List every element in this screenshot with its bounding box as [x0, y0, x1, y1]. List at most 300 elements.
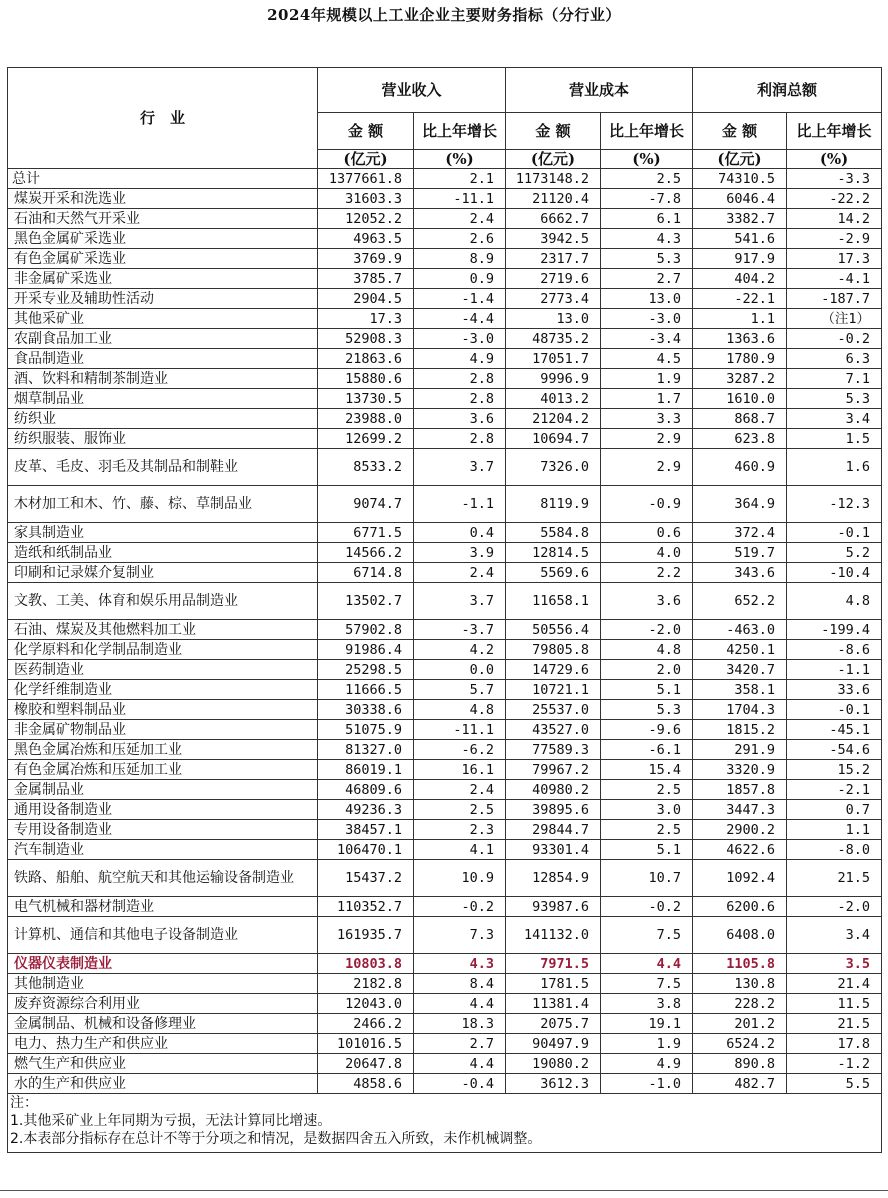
value-cell-cost: 13.0	[506, 309, 601, 329]
value-cell-cost-g: 2.5	[601, 780, 693, 800]
value-cell-cost-g: 4.4	[601, 954, 693, 974]
table-row	[8, 229, 882, 249]
table-row	[8, 1014, 882, 1034]
value-cell-rev-g: 4.1	[414, 840, 506, 860]
value-cell-rev: 13502.7	[318, 583, 414, 620]
table-row	[8, 1074, 882, 1094]
value-cell-rev: 81327.0	[318, 740, 414, 760]
industry-name-cell: 医药制造业	[8, 660, 318, 680]
value-cell-profit: 3287.2	[693, 369, 787, 389]
value-cell-rev-g: 2.4	[414, 780, 506, 800]
value-cell-cost-g: 1.9	[601, 1034, 693, 1054]
value-cell-cost: 4013.2	[506, 389, 601, 409]
industry-name-cell: 金属制品、机械和设备修理业	[8, 1014, 318, 1034]
industry-name-cell: 废弃资源综合利用业	[8, 994, 318, 1014]
value-cell-rev-g: 4.3	[414, 954, 506, 974]
value-cell-rev-g: 2.5	[414, 800, 506, 820]
industry-name-cell: 化学纤维制造业	[8, 680, 318, 700]
value-cell-profit: 460.9	[693, 449, 787, 486]
unit-growth: (%)	[601, 150, 693, 169]
header-growth: 比上年增长	[414, 113, 506, 150]
industry-name-cell: 石油和天然气开采业	[8, 209, 318, 229]
value-cell-profit: 917.9	[693, 249, 787, 269]
value-cell-profit: 1610.0	[693, 389, 787, 409]
value-cell-cost-g: 3.3	[601, 409, 693, 429]
table-row	[8, 563, 882, 583]
table-row	[8, 740, 882, 760]
table-row	[8, 860, 882, 897]
value-cell-cost: 2317.7	[506, 249, 601, 269]
value-cell-profit-g: 5.5	[787, 1074, 882, 1094]
value-cell-rev-g: 0.4	[414, 523, 506, 543]
value-cell-rev-g: 3.6	[414, 409, 506, 429]
value-cell-profit-g: 5.3	[787, 389, 882, 409]
industry-name-cell: 黑色金属冶炼和压延加工业	[8, 740, 318, 760]
value-cell-cost: 19080.2	[506, 1054, 601, 1074]
value-cell-profit-g: -3.3	[787, 169, 882, 189]
industry-name-cell: 非金属矿采选业	[8, 269, 318, 289]
value-cell-rev-g: 2.8	[414, 369, 506, 389]
value-cell-profit: 519.7	[693, 543, 787, 563]
value-cell-rev: 57902.8	[318, 620, 414, 640]
value-cell-cost-g: -0.2	[601, 897, 693, 917]
value-cell-cost: 39895.6	[506, 800, 601, 820]
value-cell-rev: 6714.8	[318, 563, 414, 583]
value-cell-profit: 1.1	[693, 309, 787, 329]
value-cell-cost: 7326.0	[506, 449, 601, 486]
value-cell-rev: 51075.9	[318, 720, 414, 740]
header-amount: 金 额	[693, 113, 787, 150]
table-row	[8, 449, 882, 486]
value-cell-cost-g: 2.9	[601, 429, 693, 449]
table-row	[8, 329, 882, 349]
value-cell-rev: 9074.7	[318, 486, 414, 523]
industry-name-cell: 有色金属冶炼和压延加工业	[8, 760, 318, 780]
value-cell-cost-g: 15.4	[601, 760, 693, 780]
value-cell-profit-g: 11.5	[787, 994, 882, 1014]
value-cell-cost: 77589.3	[506, 740, 601, 760]
value-cell-rev-g: 2.8	[414, 389, 506, 409]
value-cell-profit-g: 0.7	[787, 800, 882, 820]
value-cell-cost-g: 2.5	[601, 169, 693, 189]
value-cell-cost: 48735.2	[506, 329, 601, 349]
value-cell-cost: 5569.6	[506, 563, 601, 583]
value-cell-rev-g: 3.7	[414, 583, 506, 620]
value-cell-cost: 43527.0	[506, 720, 601, 740]
value-cell-rev: 2466.2	[318, 1014, 414, 1034]
value-cell-cost-g: 2.9	[601, 449, 693, 486]
value-cell-profit: 541.6	[693, 229, 787, 249]
value-cell-cost: 21120.4	[506, 189, 601, 209]
table-row	[8, 429, 882, 449]
value-cell-rev: 14566.2	[318, 543, 414, 563]
value-cell-profit: 74310.5	[693, 169, 787, 189]
industry-name-cell: 煤炭开采和洗选业	[8, 189, 318, 209]
value-cell-rev: 30338.6	[318, 700, 414, 720]
unit-growth: (%)	[414, 150, 506, 169]
value-cell-profit-g: 6.3	[787, 349, 882, 369]
table-row	[8, 620, 882, 640]
value-cell-profit-g: 14.2	[787, 209, 882, 229]
industry-name-cell: 橡胶和塑料制品业	[8, 700, 318, 720]
table-row	[8, 760, 882, 780]
table-row	[8, 369, 882, 389]
value-cell-rev-g: 2.3	[414, 820, 506, 840]
value-cell-rev-g: 4.9	[414, 349, 506, 369]
value-cell-cost-g: -3.0	[601, 309, 693, 329]
value-cell-cost-g: 1.9	[601, 369, 693, 389]
value-cell-rev: 8533.2	[318, 449, 414, 486]
header-cost: 营业成本	[506, 68, 693, 113]
value-cell-profit: 3382.7	[693, 209, 787, 229]
value-cell-profit-g: 1.5	[787, 429, 882, 449]
value-cell-profit: 868.7	[693, 409, 787, 429]
table-row	[8, 640, 882, 660]
value-cell-cost-g: 4.0	[601, 543, 693, 563]
value-cell-rev: 4858.6	[318, 1074, 414, 1094]
value-cell-profit-g: 4.8	[787, 583, 882, 620]
value-cell-rev-g: -6.2	[414, 740, 506, 760]
value-cell-rev: 13730.5	[318, 389, 414, 409]
value-cell-rev: 10803.8	[318, 954, 414, 974]
value-cell-rev: 15880.6	[318, 369, 414, 389]
financial-indicators-table	[7, 67, 882, 1153]
table-row	[8, 583, 882, 620]
value-cell-cost: 11658.1	[506, 583, 601, 620]
industry-name-cell: 化学原料和化学制品制造业	[8, 640, 318, 660]
value-cell-rev-g: 0.9	[414, 269, 506, 289]
value-cell-cost-g: 2.7	[601, 269, 693, 289]
value-cell-profit: 2900.2	[693, 820, 787, 840]
header-industry: 行 业	[8, 68, 318, 169]
value-cell-rev: 12043.0	[318, 994, 414, 1014]
value-cell-rev-g: 4.8	[414, 700, 506, 720]
value-cell-cost: 79967.2	[506, 760, 601, 780]
value-cell-cost-g: 4.3	[601, 229, 693, 249]
table-row	[8, 954, 882, 974]
industry-name-cell: 开采专业及辅助性活动	[8, 289, 318, 309]
value-cell-profit: 3420.7	[693, 660, 787, 680]
industry-name-cell: 烟草制品业	[8, 389, 318, 409]
table-row	[8, 800, 882, 820]
value-cell-cost: 3942.5	[506, 229, 601, 249]
value-cell-cost-g: 1.7	[601, 389, 693, 409]
unit-growth: (%)	[787, 150, 882, 169]
value-cell-profit-g: 21.4	[787, 974, 882, 994]
value-cell-profit-g: 21.5	[787, 1014, 882, 1034]
value-cell-profit: 228.2	[693, 994, 787, 1014]
industry-name-cell: 计算机、通信和其他电子设备制造业	[8, 917, 318, 954]
table-row	[8, 409, 882, 429]
value-cell-rev-g: -11.1	[414, 720, 506, 740]
value-cell-profit-g: -1.1	[787, 660, 882, 680]
value-cell-rev: 110352.7	[318, 897, 414, 917]
value-cell-profit-g: -0.2	[787, 329, 882, 349]
value-cell-profit-g: -0.1	[787, 523, 882, 543]
value-cell-rev: 161935.7	[318, 917, 414, 954]
value-cell-cost-g: 3.8	[601, 994, 693, 1014]
value-cell-profit-g: -8.6	[787, 640, 882, 660]
value-cell-profit: 1780.9	[693, 349, 787, 369]
table-row	[8, 249, 882, 269]
unit-amount: (亿元)	[318, 150, 414, 169]
value-cell-profit-g: 33.6	[787, 680, 882, 700]
table-row	[8, 1034, 882, 1054]
value-cell-rev: 17.3	[318, 309, 414, 329]
table-row	[8, 700, 882, 720]
value-cell-profit: 343.6	[693, 563, 787, 583]
header-amount: 金 额	[318, 113, 414, 150]
table-row	[8, 680, 882, 700]
value-cell-cost: 25537.0	[506, 700, 601, 720]
value-cell-profit-g: -10.4	[787, 563, 882, 583]
value-cell-rev: 4963.5	[318, 229, 414, 249]
industry-name-cell: 水的生产和供应业	[8, 1074, 318, 1094]
value-cell-rev: 12052.2	[318, 209, 414, 229]
value-cell-cost: 141132.0	[506, 917, 601, 954]
industry-name-cell: 纺织业	[8, 409, 318, 429]
value-cell-cost-g: 19.1	[601, 1014, 693, 1034]
table-row	[8, 1054, 882, 1074]
value-cell-profit: 1815.2	[693, 720, 787, 740]
table-body	[8, 169, 882, 1094]
value-cell-cost: 50556.4	[506, 620, 601, 640]
value-cell-cost-g: 6.1	[601, 209, 693, 229]
value-cell-rev: 3769.9	[318, 249, 414, 269]
value-cell-rev-g: 18.3	[414, 1014, 506, 1034]
value-cell-cost: 90497.9	[506, 1034, 601, 1054]
value-cell-rev-g: 2.8	[414, 429, 506, 449]
value-cell-rev: 1377661.8	[318, 169, 414, 189]
table-row	[8, 169, 882, 189]
table-row	[8, 543, 882, 563]
value-cell-profit: -463.0	[693, 620, 787, 640]
table-row	[8, 269, 882, 289]
value-cell-cost-g: -0.9	[601, 486, 693, 523]
notes-label: 注：	[10, 1095, 38, 1111]
table-row	[8, 209, 882, 229]
value-cell-profit-g: 3.5	[787, 954, 882, 974]
value-cell-profit: 890.8	[693, 1054, 787, 1074]
industry-name-cell: 农副食品加工业	[8, 329, 318, 349]
value-cell-profit-g: -2.9	[787, 229, 882, 249]
value-cell-profit-g: 21.5	[787, 860, 882, 897]
page-divider	[0, 1190, 888, 1191]
value-cell-profit-g: -0.1	[787, 700, 882, 720]
value-cell-rev-g: 8.9	[414, 249, 506, 269]
note-1: 1.其他采矿业上年同期为亏损，无法计算同比增速。	[10, 1113, 332, 1129]
value-cell-profit-g: -187.7	[787, 289, 882, 309]
value-cell-cost-g: -3.4	[601, 329, 693, 349]
value-cell-rev-g: -11.1	[414, 189, 506, 209]
value-cell-rev-g: -0.4	[414, 1074, 506, 1094]
value-cell-cost-g: 2.0	[601, 660, 693, 680]
header-revenue: 营业收入	[318, 68, 506, 113]
value-cell-profit: 372.4	[693, 523, 787, 543]
value-cell-cost: 29844.7	[506, 820, 601, 840]
value-cell-cost: 6662.7	[506, 209, 601, 229]
value-cell-cost: 9996.9	[506, 369, 601, 389]
table-row	[8, 917, 882, 954]
industry-name-cell: 总计	[8, 169, 318, 189]
value-cell-cost: 93987.6	[506, 897, 601, 917]
table-row	[8, 289, 882, 309]
value-cell-profit-g: 1.6	[787, 449, 882, 486]
value-cell-rev-g: 2.1	[414, 169, 506, 189]
value-cell-rev-g: -3.0	[414, 329, 506, 349]
value-cell-rev-g: 5.7	[414, 680, 506, 700]
value-cell-profit: 623.8	[693, 429, 787, 449]
value-cell-profit-g: 7.1	[787, 369, 882, 389]
table-row	[8, 189, 882, 209]
table-row	[8, 974, 882, 994]
value-cell-rev-g: 4.4	[414, 994, 506, 1014]
industry-name-cell: 家具制造业	[8, 523, 318, 543]
value-cell-rev: 86019.1	[318, 760, 414, 780]
value-cell-profit: 4250.1	[693, 640, 787, 660]
value-cell-profit-g: -54.6	[787, 740, 882, 760]
value-cell-rev-g: -1.4	[414, 289, 506, 309]
value-cell-profit-g: 3.4	[787, 409, 882, 429]
industry-name-cell: 电力、热力生产和供应业	[8, 1034, 318, 1054]
value-cell-cost: 8119.9	[506, 486, 601, 523]
value-cell-profit: 404.2	[693, 269, 787, 289]
industry-name-cell: 皮革、毛皮、羽毛及其制品和制鞋业	[8, 449, 318, 486]
industry-name-cell: 印刷和记录媒介复制业	[8, 563, 318, 583]
value-cell-profit-g: （注1）	[787, 309, 882, 329]
value-cell-rev: 46809.6	[318, 780, 414, 800]
value-cell-cost: 2075.7	[506, 1014, 601, 1034]
table-row	[8, 994, 882, 1014]
value-cell-rev-g: 0.0	[414, 660, 506, 680]
header-amount: 金 额	[506, 113, 601, 150]
industry-name-cell: 专用设备制造业	[8, 820, 318, 840]
industry-name-cell: 文教、工美、体育和娱乐用品制造业	[8, 583, 318, 620]
table-row	[8, 840, 882, 860]
industry-name-cell: 非金属矿物制品业	[8, 720, 318, 740]
value-cell-cost: 1173148.2	[506, 169, 601, 189]
value-cell-rev: 12699.2	[318, 429, 414, 449]
value-cell-profit-g: -199.4	[787, 620, 882, 640]
table-row	[8, 720, 882, 740]
value-cell-rev-g: -3.7	[414, 620, 506, 640]
value-cell-profit: 1092.4	[693, 860, 787, 897]
value-cell-cost: 11381.4	[506, 994, 601, 1014]
value-cell-rev-g: -0.2	[414, 897, 506, 917]
value-cell-cost: 12814.5	[506, 543, 601, 563]
table-row	[8, 523, 882, 543]
value-cell-cost: 79805.8	[506, 640, 601, 660]
value-cell-profit: 6524.2	[693, 1034, 787, 1054]
value-cell-profit: 358.1	[693, 680, 787, 700]
value-cell-profit-g: 15.2	[787, 760, 882, 780]
value-cell-cost-g: 13.0	[601, 289, 693, 309]
value-cell-profit-g: 17.3	[787, 249, 882, 269]
value-cell-profit: 3320.9	[693, 760, 787, 780]
value-cell-profit-g: -2.0	[787, 897, 882, 917]
value-cell-rev: 31603.3	[318, 189, 414, 209]
table-row	[8, 389, 882, 409]
industry-name-cell: 燃气生产和供应业	[8, 1054, 318, 1074]
value-cell-rev-g: 2.4	[414, 209, 506, 229]
notes-cell	[8, 1094, 882, 1153]
value-cell-cost: 21204.2	[506, 409, 601, 429]
value-cell-rev-g: 7.3	[414, 917, 506, 954]
value-cell-rev: 3785.7	[318, 269, 414, 289]
value-cell-rev: 2182.8	[318, 974, 414, 994]
value-cell-cost: 40980.2	[506, 780, 601, 800]
industry-name-cell: 有色金属矿采选业	[8, 249, 318, 269]
value-cell-cost: 1781.5	[506, 974, 601, 994]
value-cell-profit-g: -2.1	[787, 780, 882, 800]
industry-name-cell: 造纸和纸制品业	[8, 543, 318, 563]
value-cell-cost: 7971.5	[506, 954, 601, 974]
industry-name-cell: 木材加工和木、竹、藤、棕、草制品业	[8, 486, 318, 523]
value-cell-cost-g: 3.0	[601, 800, 693, 820]
unit-amount: (亿元)	[693, 150, 787, 169]
value-cell-profit-g: 1.1	[787, 820, 882, 840]
value-cell-rev: 101016.5	[318, 1034, 414, 1054]
value-cell-rev: 21863.6	[318, 349, 414, 369]
value-cell-rev-g: 2.4	[414, 563, 506, 583]
header-row-groups	[8, 68, 882, 113]
value-cell-rev: 20647.8	[318, 1054, 414, 1074]
value-cell-profit: 1363.6	[693, 329, 787, 349]
value-cell-profit: 4622.6	[693, 840, 787, 860]
value-cell-profit-g: -4.1	[787, 269, 882, 289]
value-cell-cost: 12854.9	[506, 860, 601, 897]
industry-name-cell: 酒、饮料和精制茶制造业	[8, 369, 318, 389]
value-cell-profit-g: 17.8	[787, 1034, 882, 1054]
value-cell-cost: 17051.7	[506, 349, 601, 369]
value-cell-rev: 23988.0	[318, 409, 414, 429]
value-cell-cost-g: 4.5	[601, 349, 693, 369]
value-cell-profit: 3447.3	[693, 800, 787, 820]
industry-name-cell: 仪器仪表制造业	[8, 954, 318, 974]
value-cell-profit: 130.8	[693, 974, 787, 994]
industry-name-cell: 其他制造业	[8, 974, 318, 994]
value-cell-cost-g: -9.6	[601, 720, 693, 740]
value-cell-profit: 1704.3	[693, 700, 787, 720]
value-cell-cost: 5584.8	[506, 523, 601, 543]
value-cell-profit-g: -8.0	[787, 840, 882, 860]
header-growth: 比上年增长	[601, 113, 693, 150]
industry-name-cell: 食品制造业	[8, 349, 318, 369]
value-cell-rev-g: 10.9	[414, 860, 506, 897]
notes-row	[8, 1094, 882, 1153]
industry-name-cell: 其他采矿业	[8, 309, 318, 329]
value-cell-cost: 2719.6	[506, 269, 601, 289]
value-cell-profit-g: -1.2	[787, 1054, 882, 1074]
unit-amount: (亿元)	[506, 150, 601, 169]
table-row	[8, 897, 882, 917]
value-cell-rev: 52908.3	[318, 329, 414, 349]
value-cell-profit: 291.9	[693, 740, 787, 760]
value-cell-profit-g: 3.4	[787, 917, 882, 954]
value-cell-rev: 11666.5	[318, 680, 414, 700]
value-cell-rev: 15437.2	[318, 860, 414, 897]
value-cell-rev-g: 4.2	[414, 640, 506, 660]
value-cell-cost-g: 5.3	[601, 249, 693, 269]
value-cell-cost: 10721.1	[506, 680, 601, 700]
value-cell-cost: 93301.4	[506, 840, 601, 860]
value-cell-cost-g: -2.0	[601, 620, 693, 640]
value-cell-profit-g: -22.2	[787, 189, 882, 209]
value-cell-rev: 38457.1	[318, 820, 414, 840]
value-cell-rev-g: 3.9	[414, 543, 506, 563]
value-cell-rev-g: -1.1	[414, 486, 506, 523]
value-cell-profit: 201.2	[693, 1014, 787, 1034]
